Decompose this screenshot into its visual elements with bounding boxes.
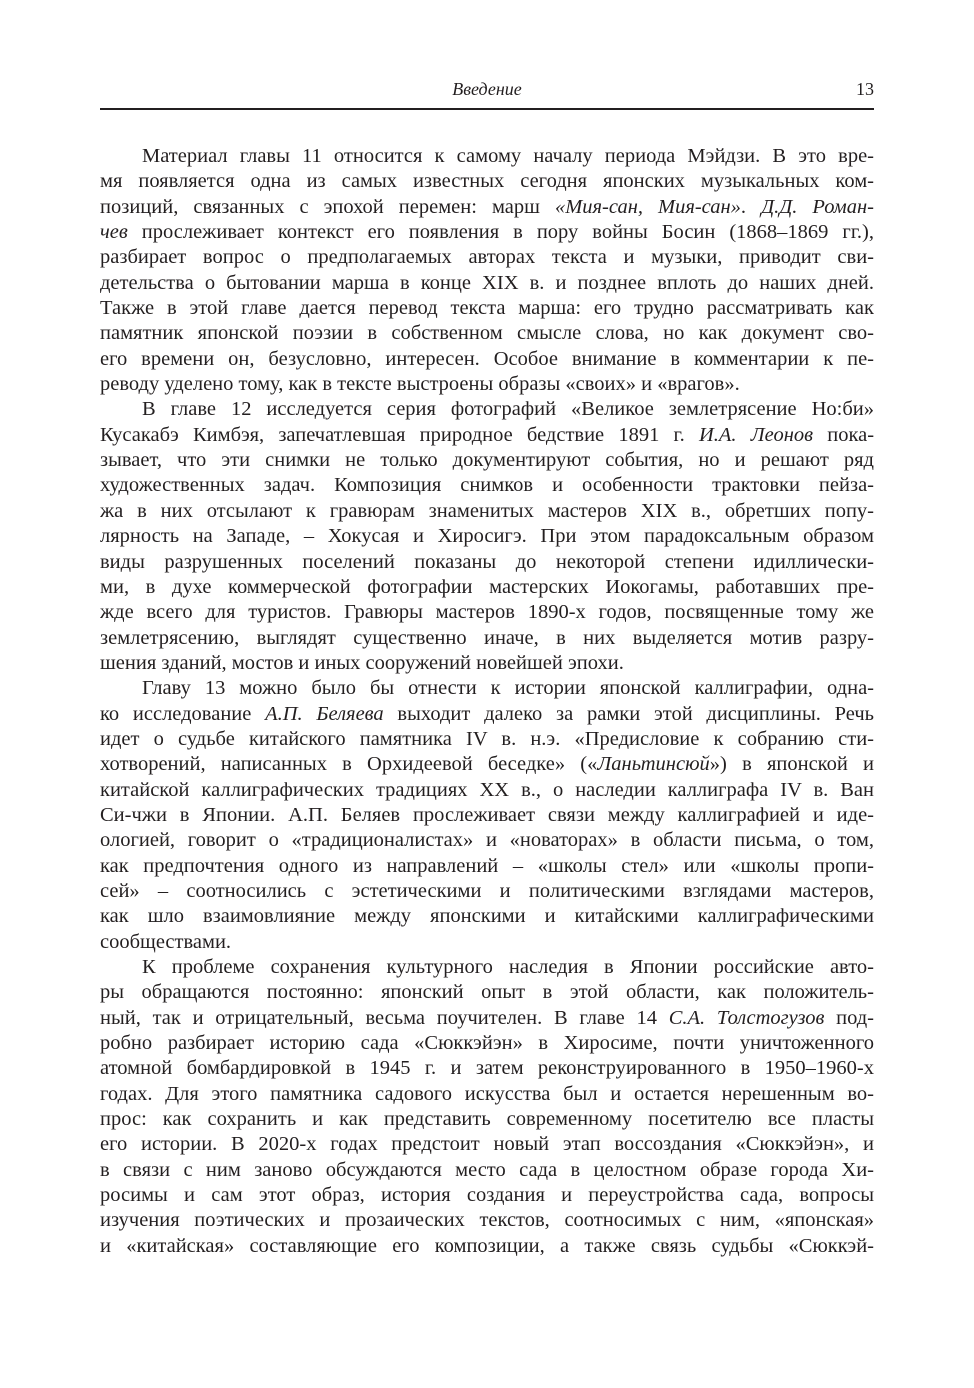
text-segment: в связи с ним заново обсуждаются место сада в целостном образе города Хи- <box>100 1158 874 1181</box>
text-segment: ологией, говорит о «традиционалистах» и «новаторах» в области письма, о том, <box>100 829 874 852</box>
text-line <box>100 245 874 270</box>
text-line <box>100 955 874 980</box>
text-segment: годах. Для этого памятника садового искусства был и остается нерешенным во- <box>100 1082 874 1105</box>
text-segment: шения зданий, мостов и иных сооружений новейшей эпохи. <box>100 651 624 674</box>
italic-text: Ланьтинсюй <box>597 753 710 776</box>
text-segment: К проблеме сохранения культурного наследия в Японии российские авто- <box>142 956 874 978</box>
text-segment: разбирает вопрос о предполагаемых авторах текста и музыки, приводит сви- <box>100 246 874 269</box>
text-segment: прос: как сохранить и как представить современному посетителю все пласты <box>100 1108 874 1131</box>
text-segment: . <box>740 195 762 218</box>
text-line <box>100 144 874 169</box>
text-line <box>100 575 874 600</box>
text-segment: Кусакабэ Кимбэя, запечатлевшая природное бедствие 1891 г. <box>100 423 699 446</box>
text-segment: пока- <box>813 423 874 446</box>
text-segment: атомной бомбардировкой в 1945 г. и затем реконструированного в 1950–1960-х <box>100 1057 874 1080</box>
text-segment: под- <box>824 1006 874 1029</box>
text-segment: ры обращаются постоянно: японский опыт в этой области, как положитель- <box>100 981 874 1004</box>
body-text <box>100 144 874 1259</box>
text-segment: виды разрушенных поселений показаны до некоторой степени идиллически- <box>100 550 874 573</box>
header-rule <box>100 108 874 110</box>
text-line <box>100 271 874 296</box>
text-line <box>100 879 874 904</box>
text-segment: ный, так и отрицательный, весьма поучителен. В главе 14 <box>100 1006 669 1029</box>
text-line <box>100 676 874 701</box>
text-line <box>100 169 874 194</box>
text-segment: ») в японской и <box>709 753 874 776</box>
italic-text: И.А. Леонов <box>698 423 814 446</box>
text-segment: его времени он, безусловно, интересен. Особое внимание в комментарии к пе- <box>100 347 874 370</box>
text-segment: мя появляется одна из самых известных сегодня японских музыкальных ком- <box>100 170 874 193</box>
text-line <box>100 727 874 752</box>
text-segment: реводу уделено тому, как в тексте выстроены образы «своих» и «врагов». <box>100 373 740 396</box>
running-header-title: Введение <box>452 79 522 99</box>
text-line <box>100 702 874 727</box>
text-line <box>100 347 874 372</box>
text-segment: китайской каллиграфических традициях XX в., о наследии каллиграфа IV в. Ван <box>100 778 874 801</box>
text-line <box>100 1234 874 1259</box>
text-line <box>100 1082 874 1107</box>
text-segment: ми, в духе коммерческой фотографии мастерских Иокогамы, работавших пре- <box>100 575 874 598</box>
text-segment: зывает, что эти снимки не только документируют события, но и решают ряд <box>100 449 874 472</box>
text-line <box>100 1132 874 1157</box>
text-line <box>100 1006 874 1031</box>
text-line <box>100 904 874 929</box>
text-segment: хотворений, написанных в Орхидеевой беседке» (« <box>100 753 598 776</box>
text-line <box>100 1107 874 1132</box>
text-segment: жде всего для туристов. Гравюры мастеров 1890-х годов, посвященные тому же <box>100 601 874 624</box>
text-segment: как предпочтения одного из направлений – «школы стел» или «школы пропи- <box>100 854 874 877</box>
text-line <box>100 854 874 879</box>
text-line <box>100 220 874 245</box>
text-line <box>100 980 874 1005</box>
text-line <box>100 651 874 676</box>
text-segment: его истории. В 2020-х годах предстоит новый этап воссоздания «Сюккэйэн», и <box>100 1133 874 1156</box>
text-line <box>100 600 874 625</box>
text-line <box>100 550 874 575</box>
italic-text: «Мия-сан, Мия-сан» <box>554 195 741 218</box>
text-line <box>100 626 874 651</box>
text-segment: росимы и сам этот образ, история создания и переустройства сада, вопросы <box>100 1184 874 1207</box>
text-line <box>100 524 874 549</box>
text-line <box>100 1158 874 1183</box>
text-line <box>100 397 874 422</box>
text-line <box>100 1031 874 1056</box>
text-line <box>100 778 874 803</box>
text-segment: сообществами. <box>100 930 232 953</box>
text-segment: землетрясению, выглядят существенно иначе, в них выделяется мотив разру- <box>100 626 874 649</box>
text-segment: Главу 13 можно было бы отнести к истории японской каллиграфии, одна- <box>142 677 874 700</box>
text-line <box>100 296 874 321</box>
text-line <box>100 930 874 955</box>
text-segment: памятник японской поэзии в собственном смысле слова, но как документ сво- <box>100 322 874 345</box>
text-line <box>100 752 874 777</box>
text-segment: как шло взаимовлияние между японскими и китайскими каллиграфическими <box>100 905 874 928</box>
text-segment: Также в этой главе дается перевод текста марша: его трудно рассматривать как <box>100 297 874 320</box>
italic-text: А.П. Беляева <box>265 702 384 725</box>
text-segment: позиций, связанных с эпохой перемен: марш <box>100 195 555 218</box>
text-line <box>100 828 874 853</box>
text-segment: ко исследование <box>100 702 266 725</box>
text-segment: детельства о бытовании марша в конце XIX в. и позднее вплоть до наших дней. <box>100 271 874 294</box>
text-segment: В главе 12 исследуется серия фотографий «Великое землетрясение Но:би» <box>142 398 874 421</box>
text-line <box>100 499 874 524</box>
text-line <box>100 1056 874 1081</box>
italic-text: С.А. Толстогузов <box>668 1006 825 1029</box>
text-segment: лярность на Западе, – Хокусая и Хиросигэ. При этом парадоксальным образом <box>100 525 874 548</box>
text-segment: изучения поэтических и прозаических текстов, соотносимых с ним, «японская» <box>100 1209 874 1232</box>
text-line <box>100 803 874 828</box>
text-segment: прослеживает контекст его появления в пору войны Босин (1868–1869 гг.), <box>127 221 874 244</box>
italic-text: Д.Д. Роман- <box>761 195 874 218</box>
text-segment: Си-чжи в Японии. А.П. Беляев прослеживает связи между каллиграфией и иде- <box>100 803 874 826</box>
text-line <box>100 1208 874 1233</box>
text-segment: художественных задач. Композиция снимков и особенности трактовки пейза- <box>100 474 874 497</box>
italic-text: чев <box>100 221 128 244</box>
text-segment: сей» – соотносились с эстетическими и политическими взглядами мастеров, <box>100 879 874 902</box>
text-segment: и «китайская» составляющие его композиции, а также связь судьбы «Сюккэй- <box>100 1234 874 1257</box>
text-line <box>100 195 874 220</box>
text-segment: робно разбирает историю сада «Сюккэйэн» в Хиросиме, почти уничтоженного <box>100 1032 874 1055</box>
text-segment: Материал главы 11 относится к самому началу периода Мэйдзи. В это вре- <box>142 145 874 167</box>
text-line <box>100 372 874 397</box>
text-line <box>100 448 874 473</box>
text-segment: жа в них отсылают к гравюрам знаменитых мастеров XIX в., обретших попу- <box>100 499 874 522</box>
text-line <box>100 473 874 498</box>
text-line <box>100 321 874 346</box>
page-number: 13 <box>856 79 874 99</box>
text-line <box>100 1183 874 1208</box>
text-segment: выходит далеко за рамки этой дисциплины. Речь <box>383 702 874 725</box>
text-line <box>100 423 874 448</box>
text-segment: идет о судьбе китайского памятника IV в. н.э. «Предисловие к собранию сти- <box>100 727 874 750</box>
